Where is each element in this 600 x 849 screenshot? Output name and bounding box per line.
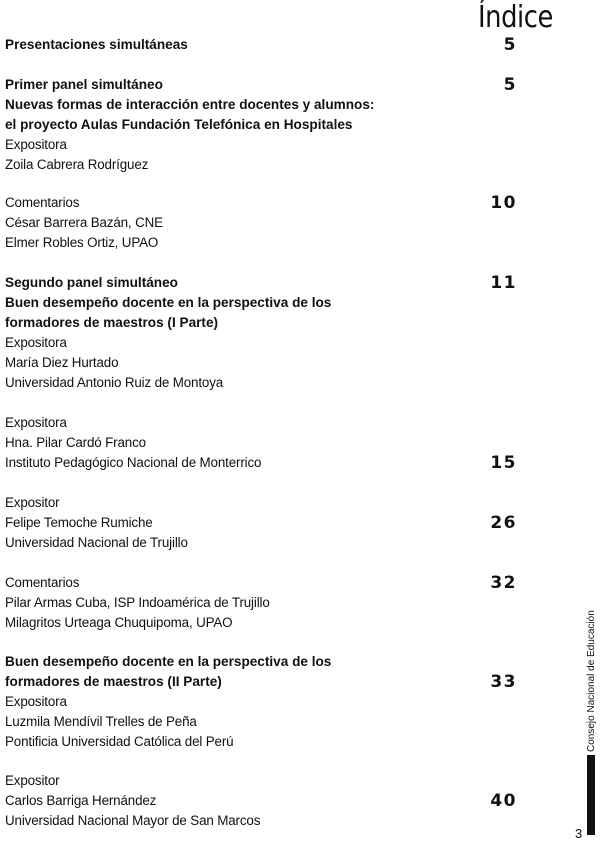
- toc-page-number: 26: [490, 513, 517, 533]
- toc-entry-text: Expositora: [5, 137, 67, 152]
- toc-entry-text: Elmer Robles Ortiz, UPAO: [5, 235, 159, 250]
- toc-line: [5, 293, 545, 313]
- toc-line: [5, 692, 545, 712]
- publisher-vertical-label: Consejo Nacional de Educación: [586, 610, 597, 752]
- toc-line: [5, 373, 545, 393]
- toc-line: [5, 791, 545, 811]
- toc-line: [5, 712, 545, 732]
- toc-heading-text: Segundo panel simultáneo: [5, 275, 178, 290]
- toc-line: [5, 652, 545, 672]
- toc-heading-text: Primer panel simultáneo: [5, 77, 163, 92]
- toc-heading-text: Buen desempeño docente en la perspectiva de los: [5, 654, 332, 669]
- toc-page-number: 40: [490, 791, 517, 811]
- toc-line: [5, 413, 545, 433]
- toc-line: [5, 672, 545, 692]
- toc-page-number: 5: [503, 35, 517, 55]
- toc-line: [5, 75, 545, 95]
- toc-heading-text: Nuevas formas de interacción entre docentes y alumnos:: [5, 97, 375, 112]
- toc-line: [5, 213, 545, 233]
- page-title: Índice: [478, 0, 553, 35]
- toc-line: [5, 613, 545, 633]
- toc-entry-text: Hna. Pilar Cardó Franco: [5, 435, 146, 450]
- toc-line: [5, 593, 545, 613]
- toc-line: [5, 35, 545, 55]
- toc-page-number: 32: [490, 573, 517, 593]
- toc-entry-text: Expositor: [5, 773, 60, 788]
- sidebar-black-bar: [587, 755, 595, 835]
- toc-line: [5, 811, 545, 831]
- toc-entry-text: Comentarios: [5, 195, 80, 210]
- toc-entry-text: Expositora: [5, 415, 67, 430]
- toc-line: [5, 771, 545, 791]
- toc-entry-text: Instituto Pedagógico Nacional de Monterrico: [5, 455, 262, 470]
- toc-line: [5, 233, 545, 253]
- toc-line: [5, 353, 545, 373]
- toc-line: [5, 155, 545, 175]
- toc-entry-text: Expositora: [5, 694, 67, 709]
- toc-line: [5, 115, 545, 135]
- toc-page-number: 10: [490, 193, 517, 213]
- toc-line: [5, 493, 545, 513]
- toc-page-number: 33: [490, 672, 517, 692]
- toc-entry-text: Expositora: [5, 335, 67, 350]
- toc-entry-text: Milagritos Urteaga Chuquipoma, UPAO: [5, 615, 233, 630]
- toc-page-number: 5: [503, 75, 517, 95]
- toc-page-number: 11: [490, 273, 517, 293]
- toc-line: [5, 533, 545, 553]
- toc-line: [5, 273, 545, 293]
- toc-entry-text: Universidad Nacional Mayor de San Marcos: [5, 813, 261, 828]
- toc-entry-text: Felipe Temoche Rumiche: [5, 515, 153, 530]
- toc-heading-text: formadores de maestros (I Parte): [5, 315, 219, 330]
- toc-line: [5, 313, 545, 333]
- toc-line: [5, 193, 545, 213]
- toc-line: [5, 95, 545, 115]
- toc-entry-text: Universidad Antonio Ruiz de Montoya: [5, 375, 224, 390]
- toc-heading-text: el proyecto Aulas Fundación Telefónica en Hospitales: [5, 117, 353, 132]
- toc-entry-text: Luzmila Mendívil Trelles de Peña: [5, 714, 197, 729]
- toc-entry-text: Universidad Nacional de Trujillo: [5, 535, 188, 550]
- toc-entry-text: Comentarios: [5, 575, 80, 590]
- toc-entry-text: Pilar Armas Cuba, ISP Indoamérica de Trujillo: [5, 595, 270, 610]
- toc-line: [5, 135, 545, 155]
- toc-entry-text: María Diez Hurtado: [5, 355, 119, 370]
- toc-line: [5, 453, 545, 473]
- toc-line: [5, 573, 545, 593]
- toc-entry-text: Pontificia Universidad Católica del Perú: [5, 734, 234, 749]
- toc-heading-text: formadores de maestros (II Parte): [5, 674, 222, 689]
- toc-entry-text: Expositor: [5, 495, 60, 510]
- toc-entry-text: Carlos Barriga Hernández: [5, 793, 157, 808]
- toc-entry-text: Zoila Cabrera Rodríguez: [5, 157, 149, 172]
- toc-entry-text: César Barrera Bazán, CNE: [5, 215, 163, 230]
- toc-line: [5, 333, 545, 353]
- page-number: 3: [575, 826, 583, 841]
- toc-line: [5, 513, 545, 533]
- toc-line: [5, 433, 545, 453]
- toc-heading-text: Buen desempeño docente en la perspectiva de los: [5, 295, 332, 310]
- toc-line: [5, 732, 545, 752]
- toc-page-number: 15: [490, 453, 517, 473]
- toc-heading-text: Presentaciones simultáneas: [5, 37, 188, 52]
